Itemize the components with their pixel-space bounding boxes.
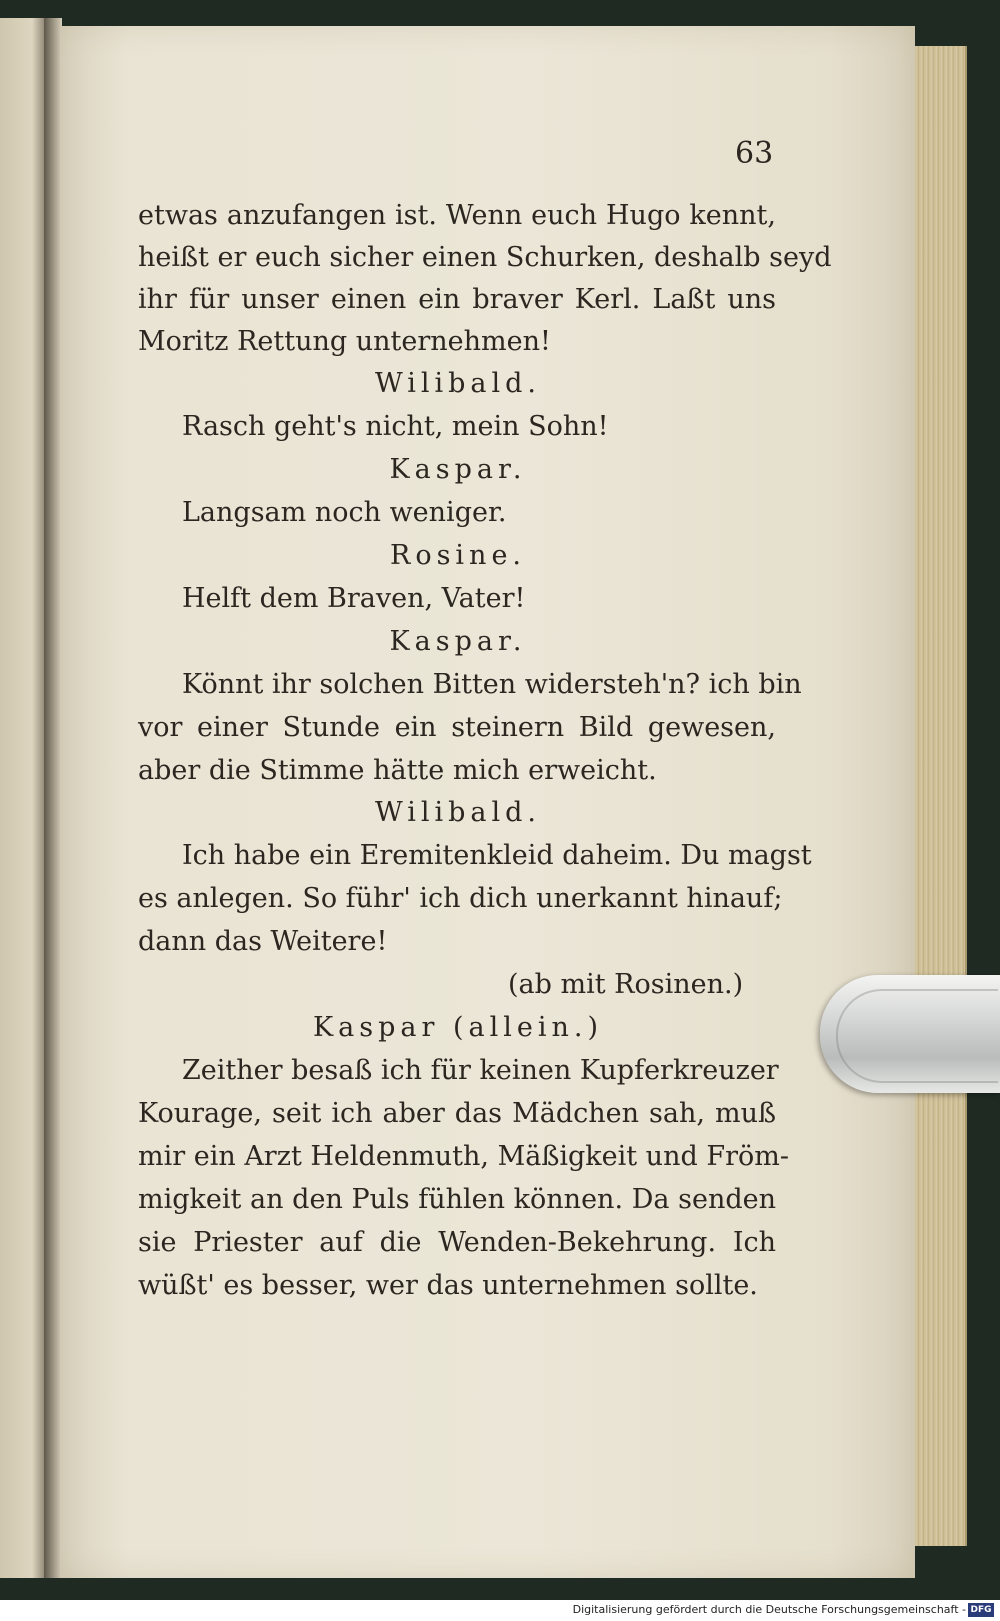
left-page-edge (0, 18, 46, 1578)
digitization-credit: Digitalisierung gefördert durch die Deutsche Forschungsgemeinschaft - (572, 1603, 966, 1616)
text-line: sie Priester auf die Wenden-Bekehrung. Ich (138, 1227, 776, 1258)
text-line: ihr für unser einen ein braver Kerl. Laßt uns (138, 284, 776, 315)
text-line: Rasch geht's nicht, mein Sohn! (182, 411, 609, 442)
text-line: vor einer Stunde ein steinern Bild gewesen, (138, 712, 776, 743)
text-line: etwas anzufangen ist. Wenn euch Hugo kennt, (138, 200, 776, 231)
speaker-name: Kaspar. (389, 454, 527, 485)
speaker-name: Rosine. (389, 540, 527, 571)
text-line: Moritz Rettung unternehmen! (138, 326, 551, 357)
speaker-name: Wilibald. (374, 368, 542, 399)
stage-direction: (ab mit Rosinen.) (508, 969, 744, 1000)
page-number: 63 (735, 136, 774, 171)
text-line: mir ein Arzt Heldenmuth, Mäßigkeit und Fröm- (138, 1141, 789, 1172)
page-clip (820, 975, 1000, 1093)
text-line: Könnt ihr solchen Bitten widersteh'n? ich bin (182, 669, 802, 700)
speaker-name: Wilibald. (374, 797, 542, 828)
text-line: dann das Weitere! (138, 926, 388, 957)
text-line: wüßt' es besser, wer das unternehmen sollte. (138, 1270, 758, 1301)
text-line: Langsam noch weniger. (182, 497, 507, 528)
text-line: Kourage, seit ich aber das Mädchen sah, muß (138, 1098, 776, 1129)
text-line: es anlegen. So führ' ich dich unerkannt hinauf; (138, 883, 783, 914)
dfg-logo-icon: DFG (968, 1603, 994, 1617)
speaker-name: Kaspar. (389, 626, 527, 657)
text-line: heißt er euch sicher einen Schurken, deshalb seyd (138, 242, 832, 273)
text-line: Ich habe ein Eremitenkleid daheim. Du magst (182, 840, 812, 871)
text-line: Helft dem Braven, Vater! (182, 583, 526, 614)
text-line: Zeither besaß ich für keinen Kupferkreuzer (182, 1055, 779, 1086)
speaker-name: Kaspar (allein.) (312, 1012, 603, 1043)
footer-bar (0, 1600, 1000, 1621)
text-line: aber die Stimme hätte mich erweicht. (138, 755, 657, 786)
text-line: migkeit an den Puls fühlen können. Da senden (138, 1184, 776, 1215)
